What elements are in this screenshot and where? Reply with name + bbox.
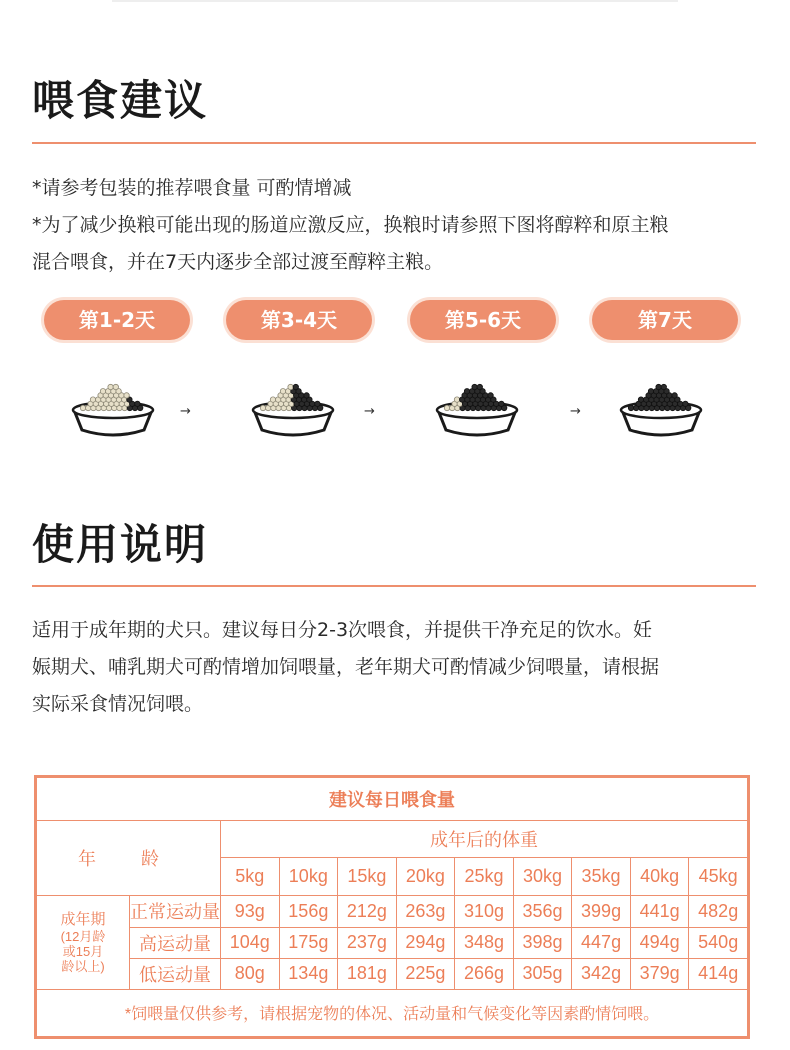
arrow-icon: → [364, 404, 375, 419]
feeding-line: *为了减少换粮可能出现的肠道应激反应，换粮时请参照下图将醇粹和原主粮 [32, 214, 669, 236]
amount-cell: 134g [279, 958, 338, 989]
amount-cell: 80g [221, 958, 280, 989]
stage-cell [37, 896, 130, 989]
amount-cell: 414g [689, 958, 748, 989]
weight-cell: 40kg [630, 858, 689, 896]
amount-cell: 175g [279, 927, 338, 958]
day-pill-4: 第7天 [592, 300, 738, 340]
activity-label: 低运动量 [130, 958, 221, 989]
amount-cell: 181g [338, 958, 397, 989]
weight-cell: 35kg [572, 858, 631, 896]
amount-cell: 310g [455, 896, 514, 927]
arrow-icon: → [570, 404, 581, 419]
usage-text [32, 612, 767, 723]
feeding-title: 喂食建议 [32, 76, 209, 125]
usage-title: 使用说明 [32, 520, 209, 569]
amount-cell: 540g [689, 927, 748, 958]
amount-cell: 398g [513, 927, 572, 958]
feeding-table [34, 775, 750, 1039]
stage-note: 龄以上) [61, 959, 105, 975]
weight-cell: 15kg [338, 858, 397, 896]
food-bowl-icon [432, 372, 522, 442]
top-divider [112, 0, 678, 2]
amount-cell: 294g [396, 927, 455, 958]
amount-cell: 237g [338, 927, 397, 958]
amount-cell: 348g [455, 927, 514, 958]
age-header: 年 龄 [37, 821, 221, 896]
weight-cell: 5kg [221, 858, 280, 896]
usage-line: 娠期犬、哺乳期犬可酌情增加饲喂量，老年期犬可酌情减少饲喂量，请根据 [32, 656, 660, 678]
food-bowl-icon [616, 372, 706, 442]
feeding-text [32, 170, 767, 281]
day-pill-1: 第1-2天 [44, 300, 190, 340]
table-footnote: *饲喂量仅供参考，请根据宠物的体况、活动量和气候变化等因素酌情饲喂。 [37, 989, 748, 1036]
feeding-divider [32, 142, 756, 144]
weight-cell: 20kg [396, 858, 455, 896]
weight-cell: 30kg [513, 858, 572, 896]
amount-cell: 342g [572, 958, 631, 989]
amount-cell: 379g [630, 958, 689, 989]
amount-cell: 305g [513, 958, 572, 989]
arrow-icon: → [180, 404, 191, 419]
stage-note: 或15月 [62, 944, 104, 960]
weight-cell: 45kg [689, 858, 748, 896]
food-bowl-icon [68, 372, 158, 442]
day-pill-3: 第5-6天 [410, 300, 556, 340]
amount-cell: 356g [513, 896, 572, 927]
amount-cell: 447g [572, 927, 631, 958]
activity-label: 高运动量 [130, 927, 221, 958]
weight-cell: 25kg [455, 858, 514, 896]
activity-label: 正常运动量 [130, 896, 221, 927]
transition-steps [0, 300, 790, 450]
stage-note: (12月龄 [60, 929, 106, 945]
weight-cell: 10kg [279, 858, 338, 896]
amount-cell: 225g [396, 958, 455, 989]
food-bowl-icon [248, 372, 338, 442]
usage-line: 适用于成年期的犬只。建议每日分2-3次喂食，并提供干净充足的饮水。妊 [32, 619, 653, 641]
amount-cell: 93g [221, 896, 280, 927]
amount-cell: 156g [279, 896, 338, 927]
weight-header: 成年后的体重 [221, 821, 748, 858]
feeding-line: *请参考包装的推荐喂食量 可酌情增减 [32, 177, 352, 199]
day-pill-2: 第3-4天 [226, 300, 372, 340]
stage-label: 成年期 [60, 911, 106, 929]
usage-divider [32, 585, 756, 587]
amount-cell: 212g [338, 896, 397, 927]
amount-cell: 441g [630, 896, 689, 927]
amount-cell: 399g [572, 896, 631, 927]
amount-cell: 263g [396, 896, 455, 927]
amount-cell: 482g [689, 896, 748, 927]
feeding-line: 混合喂食，并在7天内逐步全部过渡至醇粹主粮。 [32, 251, 444, 273]
amount-cell: 104g [221, 927, 280, 958]
amount-cell: 494g [630, 927, 689, 958]
amount-cell: 266g [455, 958, 514, 989]
usage-line: 实际采食情况饲喂。 [32, 693, 204, 715]
table-title: 建议每日喂食量 [37, 778, 748, 821]
